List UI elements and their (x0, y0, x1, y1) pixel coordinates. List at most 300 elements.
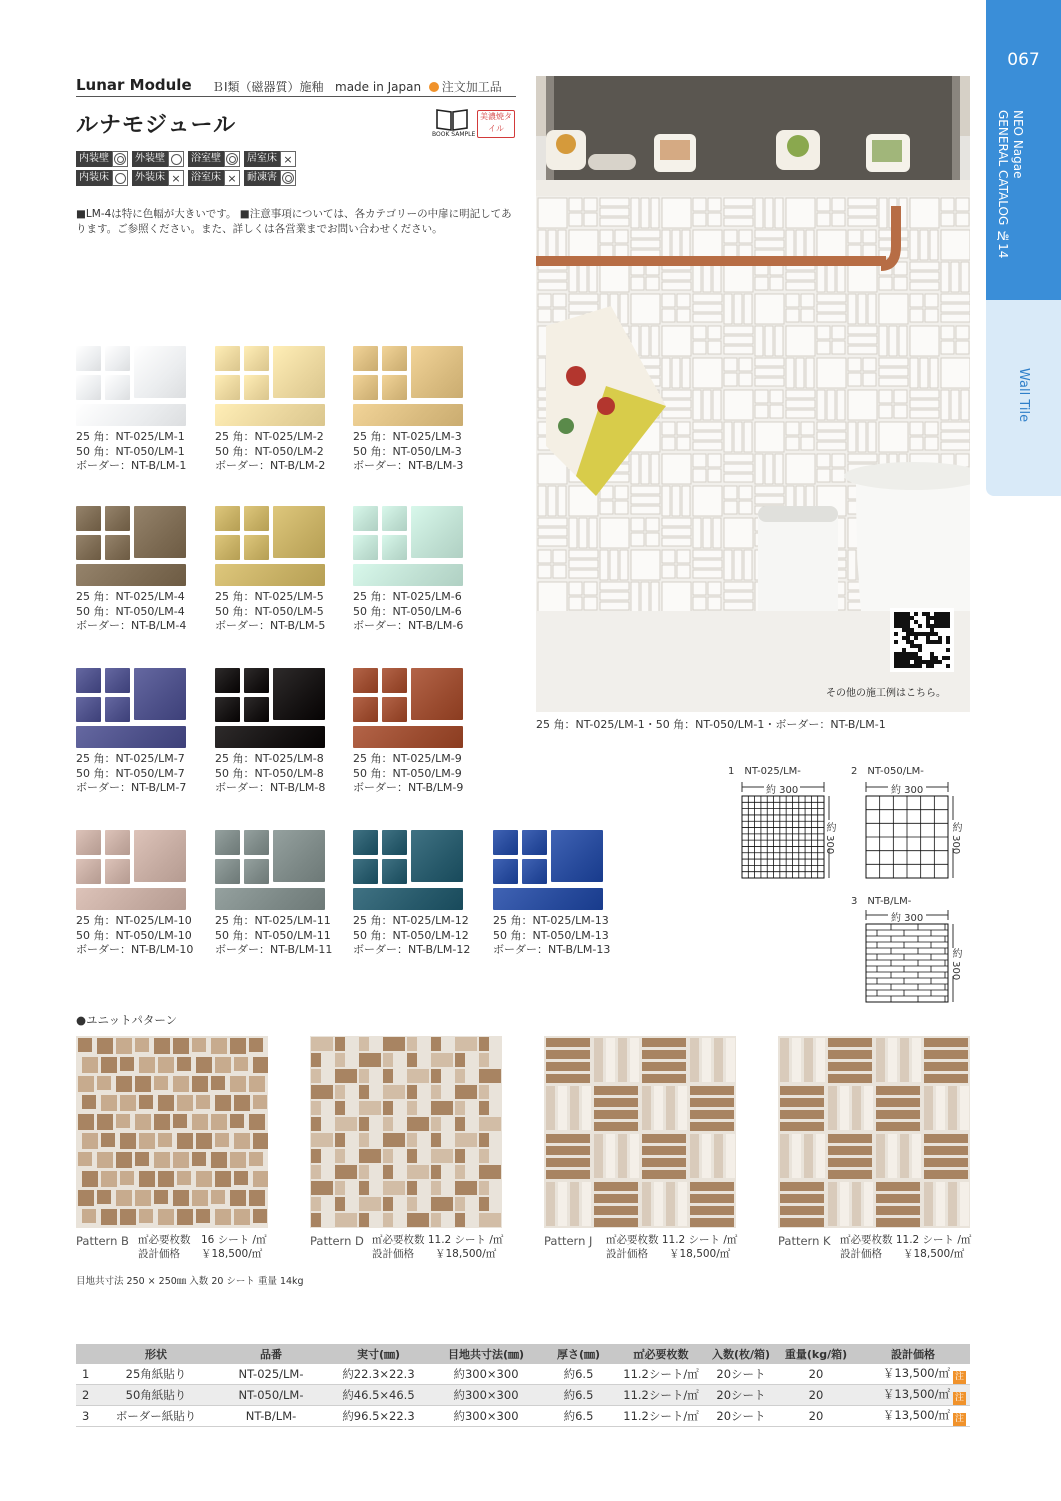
usage-cell (244, 151, 296, 167)
tile-code: ボーダー：NT-B/LM-3 (353, 459, 464, 472)
table-cell (216, 1406, 326, 1427)
small-tile (215, 697, 240, 722)
pattern-name: Pattern D (310, 1234, 364, 1248)
small-tile (382, 346, 407, 371)
diagram-3-height: 約 300 (950, 948, 961, 981)
tile-code: 25 角：NT-025/LM-6 (353, 590, 462, 603)
column-header: 形状 (96, 1344, 216, 1364)
diagram-2-label: 2 NT-050/LM- (851, 766, 924, 777)
small-tile (105, 697, 130, 722)
small-tile (244, 535, 269, 560)
note-mark-icon: 注 (954, 1413, 964, 1424)
small-tile (215, 375, 240, 400)
cell-value: 25角紙貼り (125, 1367, 187, 1381)
small-tile (382, 668, 407, 693)
small-tile (244, 697, 269, 722)
pattern-qty: ㎡必要枚数 11.2 シート /㎡ (372, 1234, 504, 1246)
cell-value: 20 (808, 1388, 824, 1402)
photo-caption: 25 角：NT-025/LM-1・50 角：NT-050/LM-1・ボーダー：NT-B/LM-1 (536, 718, 886, 731)
small-tile (493, 830, 518, 855)
mino-tile-badge: 美濃焼タイル (477, 110, 515, 138)
table-cell (856, 1406, 970, 1427)
small-tile (76, 375, 101, 400)
note-mark-icon: 注 (954, 1371, 964, 1382)
page-number: 067 (1007, 50, 1040, 70)
circle-icon (112, 170, 128, 186)
pattern-price: 設計価格 ￥18,500/㎡ (138, 1248, 263, 1260)
table-cell (856, 1385, 970, 1406)
pattern-info (372, 1233, 503, 1261)
small-tile (244, 375, 269, 400)
tile-codes (76, 430, 186, 474)
table-cell (616, 1385, 706, 1406)
cross-icon: × (168, 170, 184, 186)
border-tile (215, 404, 325, 426)
usage-label: 外装壁 (132, 151, 168, 167)
spec-table (76, 1344, 970, 1427)
border-tile (215, 726, 325, 748)
large-tile (411, 830, 463, 882)
pattern-info (606, 1233, 737, 1261)
border-tile (76, 404, 186, 426)
small-tile (353, 697, 378, 722)
usage-cell (132, 170, 184, 186)
tile-code: ボーダー：NT-B/LM-10 (76, 943, 194, 956)
qr-caption: その他の施工例はこちら。 (826, 688, 946, 699)
small-tile (382, 859, 407, 884)
order-label: 注文加工品 (441, 80, 502, 94)
large-tile (273, 506, 325, 558)
diagram-3-label: 3 NT-B/LM- (851, 896, 912, 907)
section-label: Wall Tile (1016, 368, 1031, 423)
large-tile (411, 346, 463, 398)
cell-value: 約46.5×46.5 (342, 1388, 415, 1402)
tile-code: 50 角：NT-050/LM-6 (353, 604, 462, 618)
page-number-tab (986, 0, 1061, 95)
table-cell (96, 1406, 216, 1427)
table-cell (706, 1385, 776, 1406)
border-tile (76, 888, 186, 910)
table-cell (616, 1364, 706, 1385)
tile-code: ボーダー：NT-B/LM-12 (353, 943, 471, 956)
small-tile (105, 375, 130, 400)
border-tile (76, 726, 186, 748)
unit-pattern-title: ●ユニットパターン (76, 1013, 178, 1027)
tile-codes (76, 914, 193, 958)
column-header: 設計価格 (856, 1344, 970, 1364)
small-tile (244, 346, 269, 371)
pattern-name: Pattern K (778, 1234, 831, 1248)
table-cell (216, 1364, 326, 1385)
tile-code: 25 角：NT-025/LM-3 (353, 430, 462, 443)
column-header: 品番 (216, 1344, 326, 1364)
title-english: Lunar Module (76, 76, 192, 94)
tile-codes (353, 590, 463, 634)
tile-code: 50 角：NT-050/LM-9 (353, 766, 462, 780)
usage-cell (188, 151, 240, 167)
border-tile (76, 564, 186, 586)
cell-value: 1 (82, 1367, 90, 1381)
usage-cell (132, 151, 184, 167)
usage-label: 耐凍害 (244, 170, 280, 186)
tile-code: ボーダー：NT-B/LM-4 (76, 619, 187, 632)
large-tile (134, 506, 186, 558)
tile-code: 50 角：NT-050/LM-7 (76, 766, 185, 780)
tile-codes (353, 430, 463, 474)
title-divider (76, 96, 516, 97)
cell-value: 約300×300 (453, 1367, 519, 1381)
table-cell (76, 1406, 96, 1427)
tile-code: ボーダー：NT-B/LM-7 (76, 781, 187, 794)
tile-swatch (215, 346, 325, 426)
column-header: 厚さ(㎜) (541, 1344, 616, 1364)
small-tile (244, 830, 269, 855)
double-circle-icon (112, 151, 128, 167)
tile-code: ボーダー：NT-B/LM-6 (353, 619, 464, 632)
brand-text (995, 110, 1025, 258)
title-japanese: ルナモジュール (76, 113, 237, 138)
cell-value: 3 (82, 1409, 90, 1423)
tile-swatch (493, 830, 603, 910)
tile-codes (215, 590, 325, 634)
large-tile (134, 830, 186, 882)
table-cell (216, 1385, 326, 1406)
usage-cell (76, 170, 128, 186)
table-cell (431, 1364, 541, 1385)
table-header (76, 1344, 970, 1364)
tile-code: 50 角：NT-050/LM-12 (353, 928, 469, 942)
usage-label: 浴室壁 (188, 151, 224, 167)
tile-code: 50 角：NT-050/LM-8 (215, 766, 324, 780)
pattern-image (76, 1036, 268, 1228)
tile-code: ボーダー：NT-B/LM-11 (215, 943, 333, 956)
brand-line-2: GENERAL CATALOG №14 (996, 110, 1010, 259)
tile-code: ボーダー：NT-B/LM-2 (215, 459, 326, 472)
large-tile (411, 668, 463, 720)
cell-value: ￥13,500/㎡ (882, 1407, 950, 1422)
small-tile (382, 375, 407, 400)
usage-label: 外装床 (132, 170, 168, 186)
cell-value: 20 (808, 1367, 824, 1381)
pattern-name: Pattern J (544, 1234, 593, 1248)
large-tile (273, 830, 325, 882)
border-tile (215, 564, 325, 586)
small-tile (382, 697, 407, 722)
tile-code: ボーダー：NT-B/LM-13 (493, 943, 611, 956)
double-circle-icon (280, 170, 296, 186)
pattern-image (778, 1036, 970, 1228)
tile-codes (353, 914, 470, 958)
tile-code: ボーダー：NT-B/LM-5 (215, 619, 326, 632)
small-tile (522, 830, 547, 855)
cell-value: 11.2シート/㎡ (623, 1367, 699, 1381)
tile-code: 25 角：NT-025/LM-1 (76, 430, 185, 443)
small-tile (353, 506, 378, 531)
border-tile (493, 888, 603, 910)
table-cell (326, 1364, 431, 1385)
usage-cell (244, 170, 296, 186)
small-tile (76, 668, 101, 693)
small-tile (105, 506, 130, 531)
diagram-2-height: 約 300 (950, 822, 961, 855)
circle-icon (168, 151, 184, 167)
small-tile (76, 535, 101, 560)
cell-value: 約6.5 (563, 1367, 594, 1381)
usage-label: 内装床 (76, 170, 112, 186)
small-tile (105, 830, 130, 855)
tile-code: 25 角：NT-025/LM-2 (215, 430, 324, 443)
tile-swatch (76, 830, 186, 910)
small-tile (244, 859, 269, 884)
usage-label: 浴室床 (188, 170, 224, 186)
small-tile (382, 535, 407, 560)
cross-icon: × (280, 151, 296, 167)
small-tile (353, 346, 378, 371)
cell-value: 2 (82, 1388, 90, 1402)
border-tile (353, 404, 463, 426)
small-tile (76, 346, 101, 371)
cross-icon: × (224, 170, 240, 186)
small-tile (244, 506, 269, 531)
large-tile (134, 346, 186, 398)
cell-value: 20シート (716, 1409, 766, 1423)
installation-photo (536, 76, 970, 712)
border-tile (353, 726, 463, 748)
table-cell (706, 1406, 776, 1427)
border-tile (353, 564, 463, 586)
tile-code: 25 角：NT-025/LM-12 (353, 914, 469, 927)
tile-code: 25 角：NT-025/LM-7 (76, 752, 185, 765)
small-tile (353, 535, 378, 560)
column-header: ㎡必要枚数 (616, 1344, 706, 1364)
joint-note: 目地共寸法 250 × 250㎜ 入数 20 シート 重量 14kg (76, 1276, 304, 1287)
diagram-3 (864, 908, 964, 1008)
usage-grid (76, 151, 316, 189)
small-tile (215, 830, 240, 855)
tile-swatch (215, 668, 325, 748)
cell-value: 20シート (716, 1388, 766, 1402)
small-tile (353, 375, 378, 400)
diagram-1-height: 約 300 (824, 822, 835, 855)
pattern-name: Pattern B (76, 1234, 129, 1248)
small-tile (76, 697, 101, 722)
small-tile (382, 830, 407, 855)
table-cell (326, 1385, 431, 1406)
tile-codes (215, 914, 332, 958)
note-mark-icon: 注 (954, 1392, 964, 1403)
tile-codes (215, 752, 325, 796)
diagram-2-width: 約 300 (891, 785, 924, 796)
large-tile (134, 668, 186, 720)
small-tile (76, 506, 101, 531)
book-sample-label: BOOK SAMPLE (432, 131, 476, 138)
cell-value: ￥13,500/㎡ (882, 1386, 950, 1401)
double-circle-icon (224, 151, 240, 167)
tile-swatch (76, 668, 186, 748)
tile-code: 50 角：NT-050/LM-5 (215, 604, 324, 618)
small-tile (215, 859, 240, 884)
diagram-1-width: 約 300 (766, 785, 799, 796)
small-tile (76, 859, 101, 884)
table-cell (96, 1364, 216, 1385)
table-cell (541, 1406, 616, 1427)
table-row (76, 1364, 970, 1385)
table-cell (776, 1406, 856, 1427)
table-cell (541, 1385, 616, 1406)
small-tile (522, 859, 547, 884)
column-header: 実寸(㎜) (326, 1344, 431, 1364)
tile-swatch (353, 506, 463, 586)
cell-value: 約22.3×22.3 (342, 1367, 415, 1381)
tile-code: ボーダー：NT-B/LM-8 (215, 781, 326, 794)
tile-code: 25 角：NT-025/LM-9 (353, 752, 462, 765)
table-cell (326, 1406, 431, 1427)
small-tile (215, 535, 240, 560)
usage-row (76, 170, 316, 186)
tile-swatch (76, 506, 186, 586)
diagram-1 (740, 780, 840, 880)
tile-code: ボーダー：NT-B/LM-9 (353, 781, 464, 794)
tile-swatch (353, 346, 463, 426)
diagram-3-width: 約 300 (891, 913, 924, 924)
tile-code: 25 角：NT-025/LM-8 (215, 752, 324, 765)
table-cell (431, 1406, 541, 1427)
tile-code: 25 角：NT-025/LM-4 (76, 590, 185, 603)
cell-value: 11.2シート/㎡ (623, 1409, 699, 1423)
pattern-image (544, 1036, 736, 1228)
cell-value: NT-025/LM- (238, 1367, 304, 1381)
cell-value: 約6.5 (563, 1409, 594, 1423)
small-tile (493, 859, 518, 884)
tile-code: 50 角：NT-050/LM-2 (215, 444, 324, 458)
small-tile (105, 859, 130, 884)
border-tile (215, 888, 325, 910)
small-tile (105, 535, 130, 560)
diagram-2 (864, 780, 964, 880)
cell-value: ボーダー紙貼り (115, 1409, 197, 1423)
cell-value: 11.2シート/㎡ (623, 1388, 699, 1402)
tile-code: 50 角：NT-050/LM-11 (215, 928, 331, 942)
large-tile (411, 506, 463, 558)
tile-code: 50 角：NT-050/LM-13 (493, 928, 609, 942)
tile-codes (76, 590, 186, 634)
pattern-qty: ㎡必要枚数 11.2 シート /㎡ (606, 1234, 738, 1246)
tile-swatch (215, 506, 325, 586)
cell-value: 約96.5×22.3 (342, 1409, 415, 1423)
table-cell (541, 1364, 616, 1385)
small-tile (105, 346, 130, 371)
tile-codes (215, 430, 325, 474)
small-tile (382, 506, 407, 531)
small-tile (215, 346, 240, 371)
large-tile (551, 830, 603, 882)
pattern-price: 設計価格 ￥18,500/㎡ (606, 1248, 731, 1260)
tile-code: 50 角：NT-050/LM-1 (76, 444, 185, 458)
tile-code: 50 角：NT-050/LM-10 (76, 928, 192, 942)
table-cell (706, 1364, 776, 1385)
column-header: 重量(kg/箱) (776, 1344, 856, 1364)
usage-cell (76, 151, 128, 167)
tile-code: 50 角：NT-050/LM-3 (353, 444, 462, 458)
cell-value: 20 (808, 1409, 824, 1423)
column-header: 入数(枚/箱) (706, 1344, 776, 1364)
tile-code: 25 角：NT-025/LM-13 (493, 914, 609, 927)
small-tile (76, 830, 101, 855)
small-tile (215, 506, 240, 531)
tile-class: ＢⅠ類（磁器質）施釉 (212, 80, 324, 94)
cell-value: ￥13,500/㎡ (882, 1365, 950, 1380)
tile-swatch (353, 668, 463, 748)
table-cell (76, 1385, 96, 1406)
table-cell (431, 1385, 541, 1406)
tile-swatch (76, 346, 186, 426)
tile-code: 50 角：NT-050/LM-4 (76, 604, 185, 618)
tile-code: ボーダー：NT-B/LM-1 (76, 459, 187, 472)
tile-codes (493, 914, 610, 958)
cell-value: 50角紙貼り (125, 1388, 187, 1402)
border-tile (353, 888, 463, 910)
cell-value: 約300×300 (453, 1388, 519, 1402)
table-row (76, 1385, 970, 1406)
pattern-price: 設計価格 ￥18,500/㎡ (840, 1248, 965, 1260)
tile-swatch (215, 830, 325, 910)
origin: made in Japan (335, 80, 422, 94)
table-row (76, 1406, 970, 1427)
tile-code: 25 角：NT-025/LM-5 (215, 590, 324, 603)
cell-value: 20シート (716, 1367, 766, 1381)
small-tile (105, 668, 130, 693)
tile-swatch (353, 830, 463, 910)
small-tile (244, 668, 269, 693)
pattern-qty: ㎡必要枚数 16 シート /㎡ (138, 1234, 267, 1246)
small-tile (353, 668, 378, 693)
diagram-1-label: 1 NT-025/LM- (728, 766, 801, 777)
tile-code: 25 角：NT-025/LM-10 (76, 914, 192, 927)
usage-label: 居室床 (244, 151, 280, 167)
cell-value: 約6.5 (563, 1388, 594, 1402)
pattern-price: 設計価格 ￥18,500/㎡ (372, 1248, 497, 1260)
large-tile (273, 346, 325, 398)
cell-value: NT-B/LM- (245, 1409, 297, 1423)
order-dot-icon (429, 82, 439, 92)
table-cell (776, 1364, 856, 1385)
title-meta (212, 78, 502, 95)
pattern-info (840, 1233, 971, 1261)
column-header (76, 1344, 96, 1364)
tile-code: 25 角：NT-025/LM-11 (215, 914, 331, 927)
column-header: 目地共寸法(㎜) (431, 1344, 541, 1364)
brand-line-1: NEO Nagae (1011, 110, 1025, 179)
large-tile (273, 668, 325, 720)
table-cell (76, 1364, 96, 1385)
usage-label: 内装壁 (76, 151, 112, 167)
pattern-info (138, 1233, 267, 1261)
notes: ■LM-4は特に色幅が大きいです。 ■注意事項については、各カテゴリーの中扉に明記してあります。ご参照ください。また、詳しくは各営業までお問い合わせください。 (76, 208, 512, 235)
table-cell (776, 1385, 856, 1406)
small-tile (353, 859, 378, 884)
cell-value: 約300×300 (453, 1409, 519, 1423)
pattern-qty: ㎡必要枚数 11.2 シート /㎡ (840, 1234, 972, 1246)
table-cell (616, 1406, 706, 1427)
small-tile (353, 830, 378, 855)
table-cell (96, 1385, 216, 1406)
table-cell (856, 1364, 970, 1385)
kitchen-scene-image (536, 76, 970, 712)
small-tile (215, 668, 240, 693)
pattern-image (310, 1036, 502, 1228)
usage-row (76, 151, 316, 167)
tile-codes (76, 752, 186, 796)
